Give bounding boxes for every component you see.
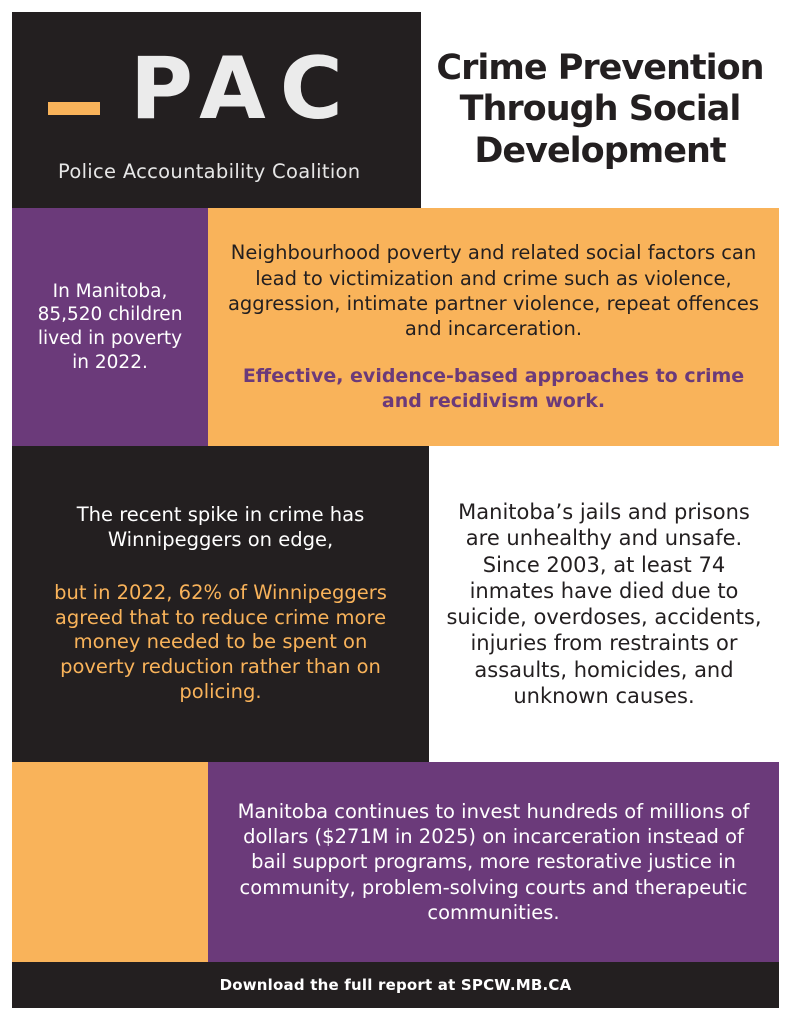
logo-wordmark: PAC [130, 39, 357, 139]
footer-download-text: Download the full report at SPCW.MB.CA [219, 976, 572, 994]
jails-text: Manitoba’s jails and prisons are unhealthy and unsafe. Since 2003, at least 74 inmates have died due to suicide, overdoses, accidents, injuries from restraints or assaults, homicides, and unknown causes. [446, 500, 762, 708]
logo-panel [12, 12, 421, 208]
poverty-stat-panel [12, 208, 208, 446]
poverty-reduction-survey-text: but in 2022, 62% of Winnipeggers agreed that to reduce crime more money needed to be spent on poverty reduction rather than on policing. [54, 580, 387, 704]
crime-spike-panel [12, 446, 429, 762]
footer-bar [12, 962, 779, 1008]
social-factors-text: Neighbourhood poverty and related social factors can lead to victimization and crime such as violence, aggression, intimate partner violence, repeat offences and incarceration. [227, 241, 760, 341]
jails-panel [429, 446, 779, 762]
poverty-stat-text: In Manitoba, 85,520 children lived in poverty in 2022. [37, 280, 183, 373]
investment-text: Manitoba continues to invest hundreds of millions of dollars ($271M in 2025) on incarceration instead of bail support programs, more restorative justice in community, problem-solving courts and therapeutic communities. [237, 799, 750, 925]
investment-panel [208, 762, 779, 962]
decorative-orange-square [12, 762, 208, 962]
page-title: Crime Prevention Through Social Development [436, 48, 764, 171]
crime-spike-text: The recent spike in crime has Winnipeggers on edge, [76, 502, 365, 551]
logo-dash-mark [48, 102, 100, 115]
social-factors-panel [208, 208, 779, 446]
evidence-based-callout: Effective, evidence-based approaches to crime and recidivism work. [242, 364, 745, 412]
logo-subtitle: Police Accountability Coalition [58, 160, 361, 183]
title-panel [421, 12, 779, 208]
